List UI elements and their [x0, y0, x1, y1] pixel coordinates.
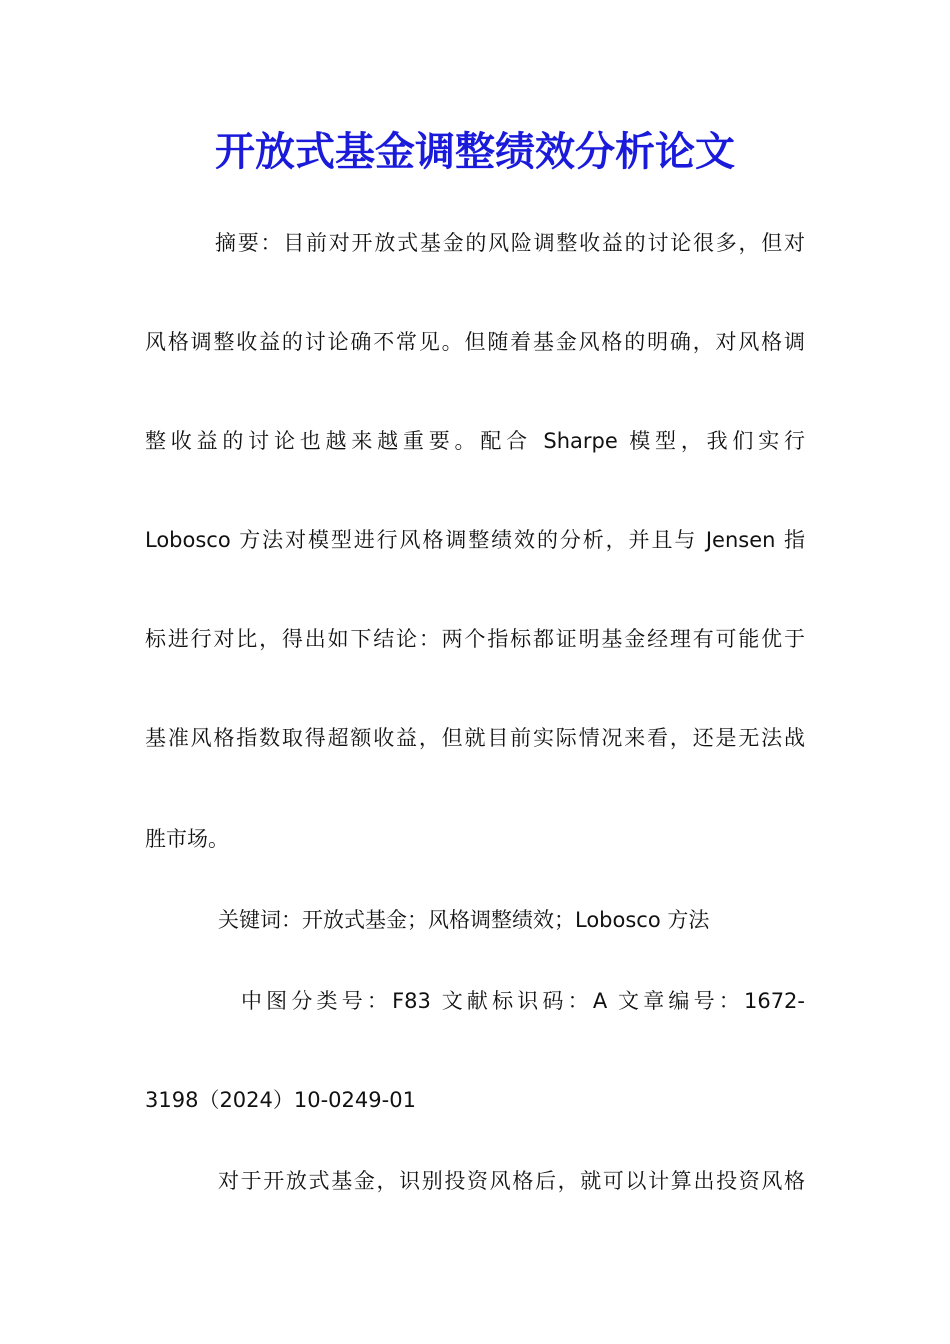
- abstract-line-4: Lobosco 方法对模型进行风格调整绩效的分析，并且与 Jensen 指: [145, 528, 805, 552]
- abstract-line-6: 基准风格指数取得超额收益，但就目前实际情况来看，还是无法战: [145, 726, 805, 750]
- abstract-line-3: 整收益的讨论也越来越重要。配合 Sharpe 模型，我们实行: [145, 429, 805, 453]
- abstract-line-2: 风格调整收益的讨论确不常见。但随着基金风格的明确，对风格调: [145, 330, 805, 354]
- classification-line-1: 中图分类号：F83 文献标识码：A 文章编号：1672-: [241, 989, 805, 1013]
- abstract-line-5: 标进行对比，得出如下结论：两个指标都证明基金经理有可能优于: [145, 627, 805, 651]
- body-paragraph-line-1: 对于开放式基金，识别投资风格后，就可以计算出投资风格: [218, 1169, 805, 1193]
- keywords-line: 关键词：开放式基金；风格调整绩效；Lobosco 方法: [218, 908, 710, 932]
- abstract-line-7: 胜市场。: [145, 827, 229, 851]
- classification-line-2: 3198（2024）10-0249-01: [145, 1088, 416, 1112]
- abstract-line-1: 摘要：目前对开放式基金的风险调整收益的讨论很多，但对: [215, 231, 805, 255]
- document-title: 开放式基金调整绩效分析论文: [215, 128, 735, 175]
